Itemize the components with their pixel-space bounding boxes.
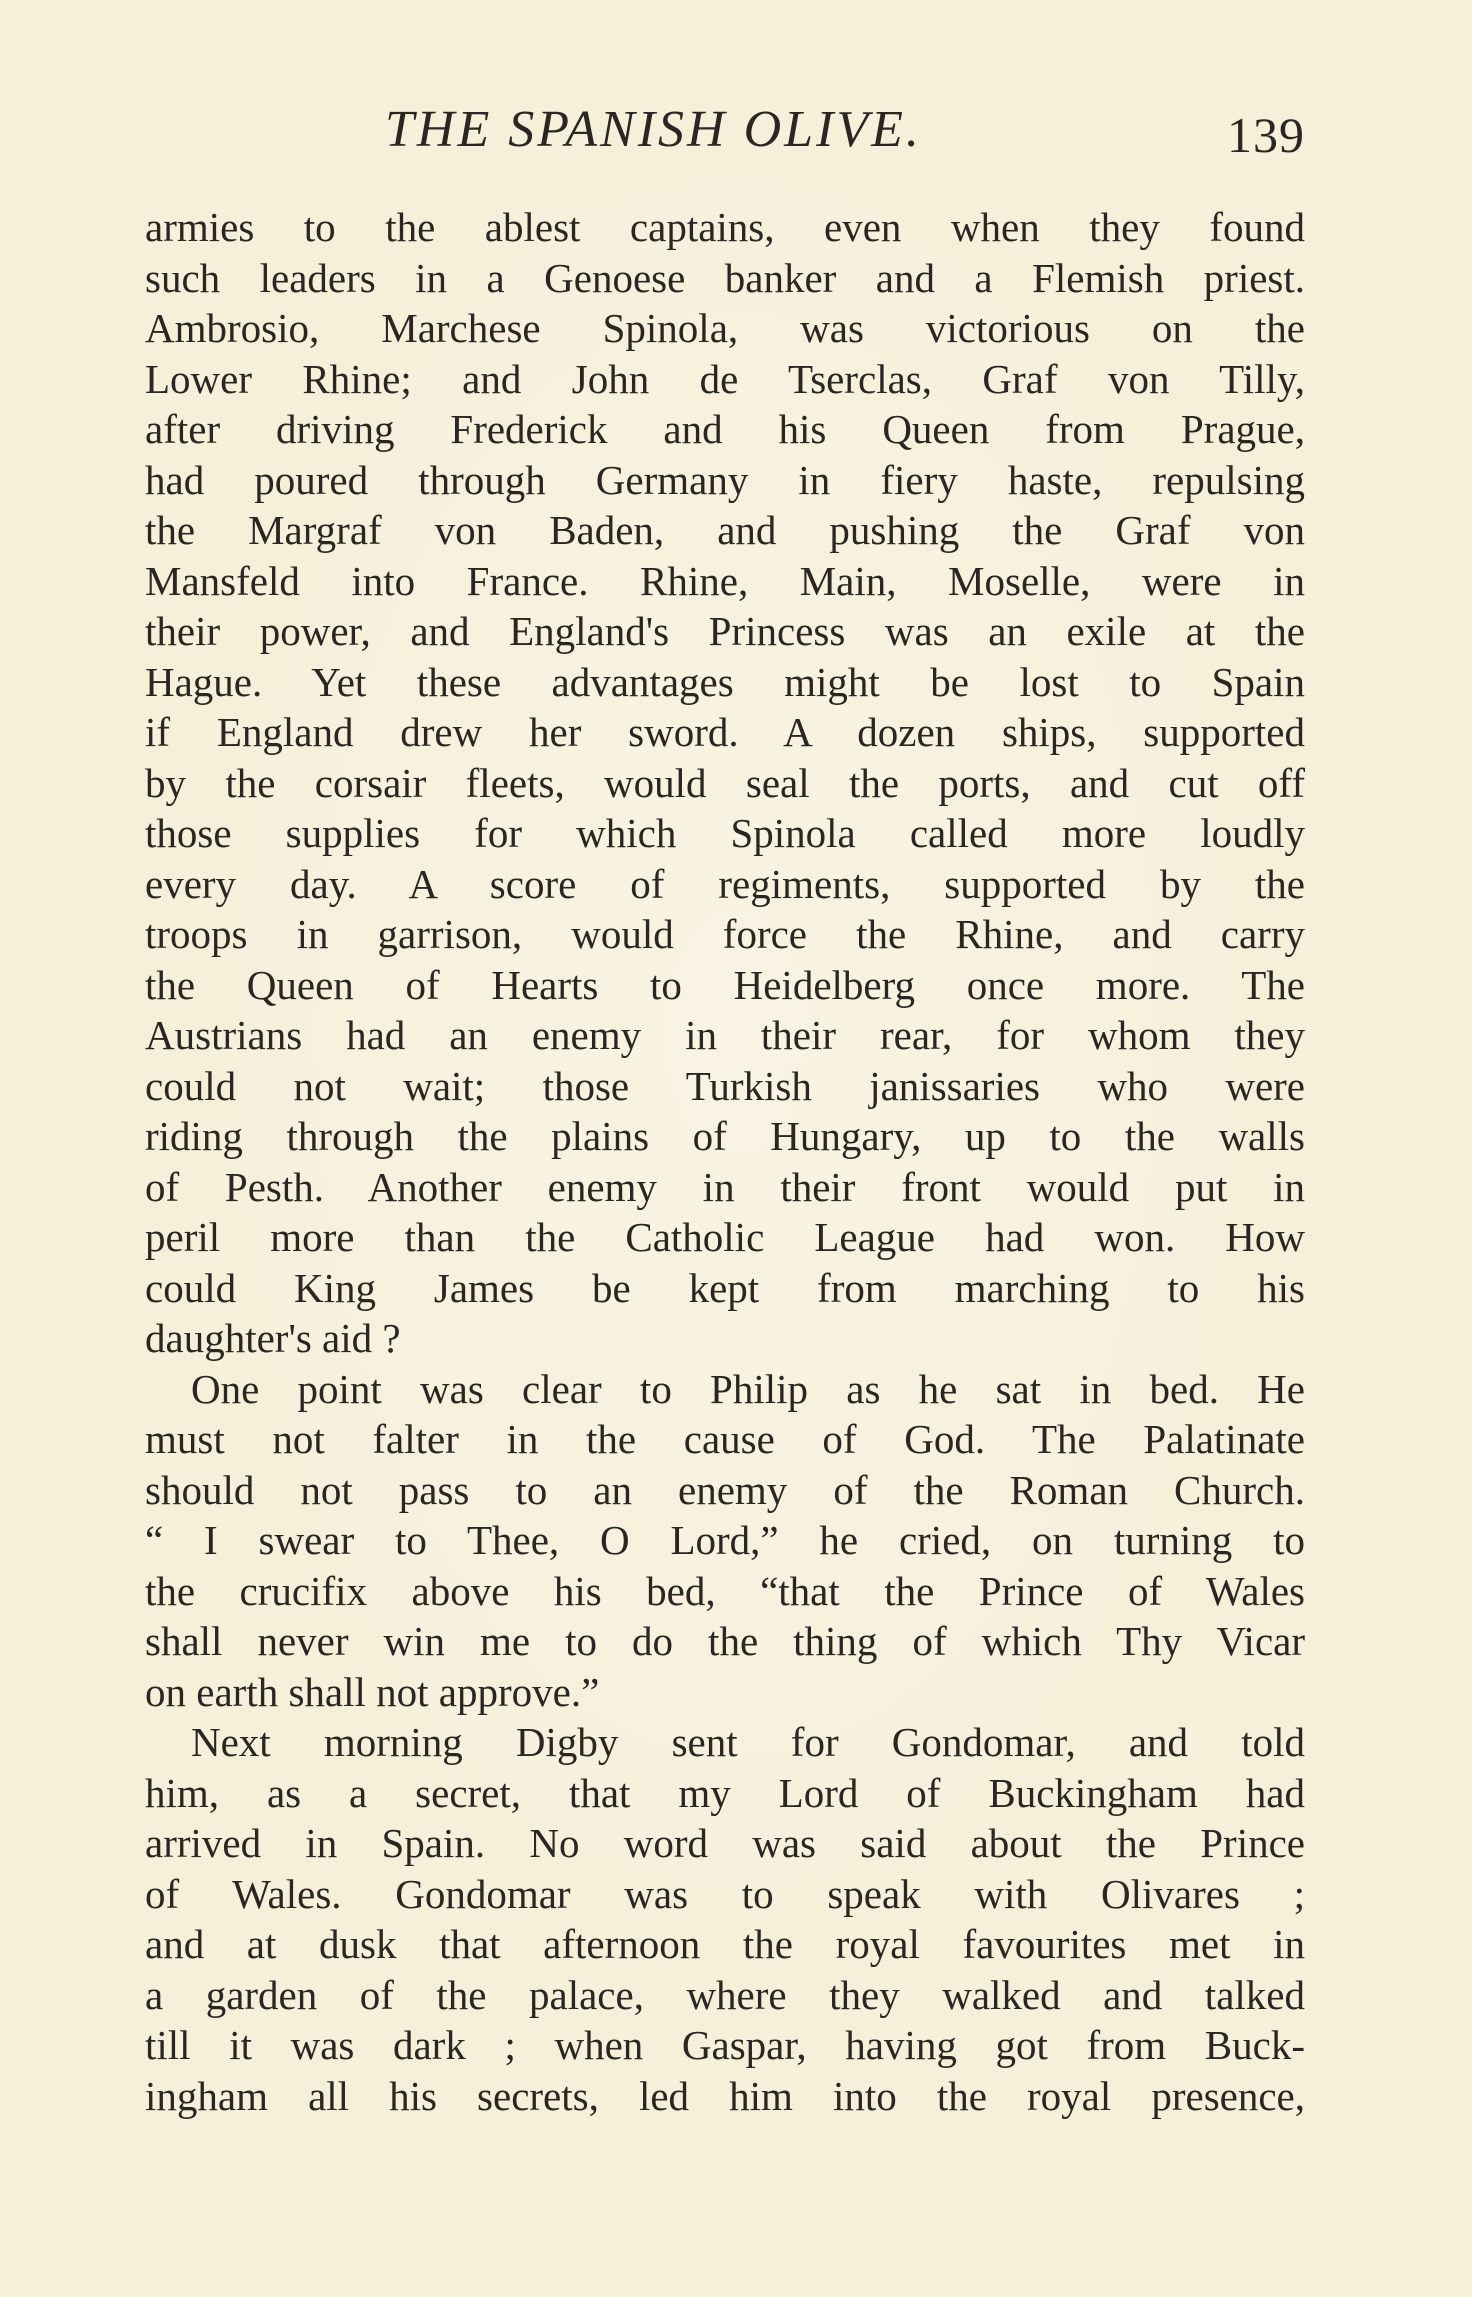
text-line: armies to the ablest captains, even when they found — [145, 204, 1305, 250]
text-line: every day. A score of regiments, supported by the — [145, 860, 1305, 907]
text-line: Next morning Digby sent for Gondomar, and told — [191, 1719, 1305, 1765]
text-line: the crucifix above his bed, “that the Prince of Wales — [145, 1567, 1305, 1614]
text-line: troops in garrison, would force the Rhine, and carry — [145, 911, 1305, 957]
text-line: if England drew her sword. A dozen ships, supported — [145, 709, 1305, 755]
text-line: riding through the plains of Hungary, up to the walls — [145, 1113, 1305, 1159]
text-line: the Queen of Hearts to Heidelberg once more. The — [145, 961, 1305, 1008]
text-line: peril more than the Catholic League had won. How — [145, 1214, 1305, 1260]
text-line: Ambrosio, Marchese Spinola, was victorious on the — [145, 305, 1305, 351]
text-line: after driving Frederick and his Queen from Prague, — [145, 406, 1305, 452]
text-line: ingham all his secrets, led him into the royal presence, — [145, 2072, 1305, 2119]
running-head — [145, 100, 1305, 170]
text-line: of Pesth. Another enemy in their front would put in — [145, 1163, 1305, 1210]
text-line: of Wales. Gondomar was to speak with Olivares ; — [145, 1870, 1305, 1917]
text-line: those supplies for which Spinola called more loudly — [145, 810, 1305, 856]
text-line: their power, and England's Princess was an exile at the — [145, 608, 1305, 654]
text-line: should not pass to an enemy of the Roman Church. — [145, 1466, 1305, 1513]
text-line: on earth shall not approve.” — [145, 1668, 600, 1715]
body-text — [145, 202, 1305, 2121]
text-line: by the corsair fleets, would seal the ports, and cut off — [145, 759, 1305, 806]
text-line: could King James be kept from marching to his — [145, 1264, 1305, 1311]
text-line: Lower Rhine; and John de Tserclas, Graf von Tilly, — [145, 355, 1305, 402]
text-line: must not falter in the cause of God. The Palatinate — [145, 1416, 1305, 1462]
text-line: “ I swear to Thee, O Lord,” he cried, on turning to — [145, 1517, 1305, 1563]
text-line: the Margraf von Baden, and pushing the Graf von — [145, 507, 1305, 553]
text-line: could not wait; those Turkish janissaries who were — [145, 1062, 1305, 1109]
page-number: 139 — [1227, 107, 1305, 163]
text-line: Mansfeld into France. Rhine, Main, Moselle, were in — [145, 557, 1305, 604]
text-line: daughter's aid ? — [145, 1315, 401, 1361]
text-line: him, as a secret, that my Lord of Buckingham had — [145, 1769, 1305, 1816]
running-title: THE SPANISH OLIVE. — [385, 101, 922, 158]
text-line: till it was dark ; when Gaspar, having got from Buck- — [145, 2022, 1305, 2068]
text-line: had poured through Germany in fiery haste, repulsing — [145, 456, 1305, 503]
text-line: One point was clear to Philip as he sat in bed. He — [191, 1365, 1305, 1412]
text-line: such leaders in a Genoese banker and a Flemish priest. — [145, 254, 1305, 301]
text-line: and at dusk that afternoon the royal favourites met in — [145, 1921, 1305, 1967]
text-line: arrived in Spain. No word was said about the Prince — [145, 1820, 1305, 1866]
text-line: a garden of the palace, where they walked and talked — [145, 1971, 1305, 2018]
text-line: Hague. Yet these advantages might be lost to Spain — [145, 658, 1305, 705]
text-line: Austrians had an enemy in their rear, for whom they — [145, 1012, 1305, 1058]
text-line: shall never win me to do the thing of which Thy Vicar — [145, 1618, 1305, 1664]
